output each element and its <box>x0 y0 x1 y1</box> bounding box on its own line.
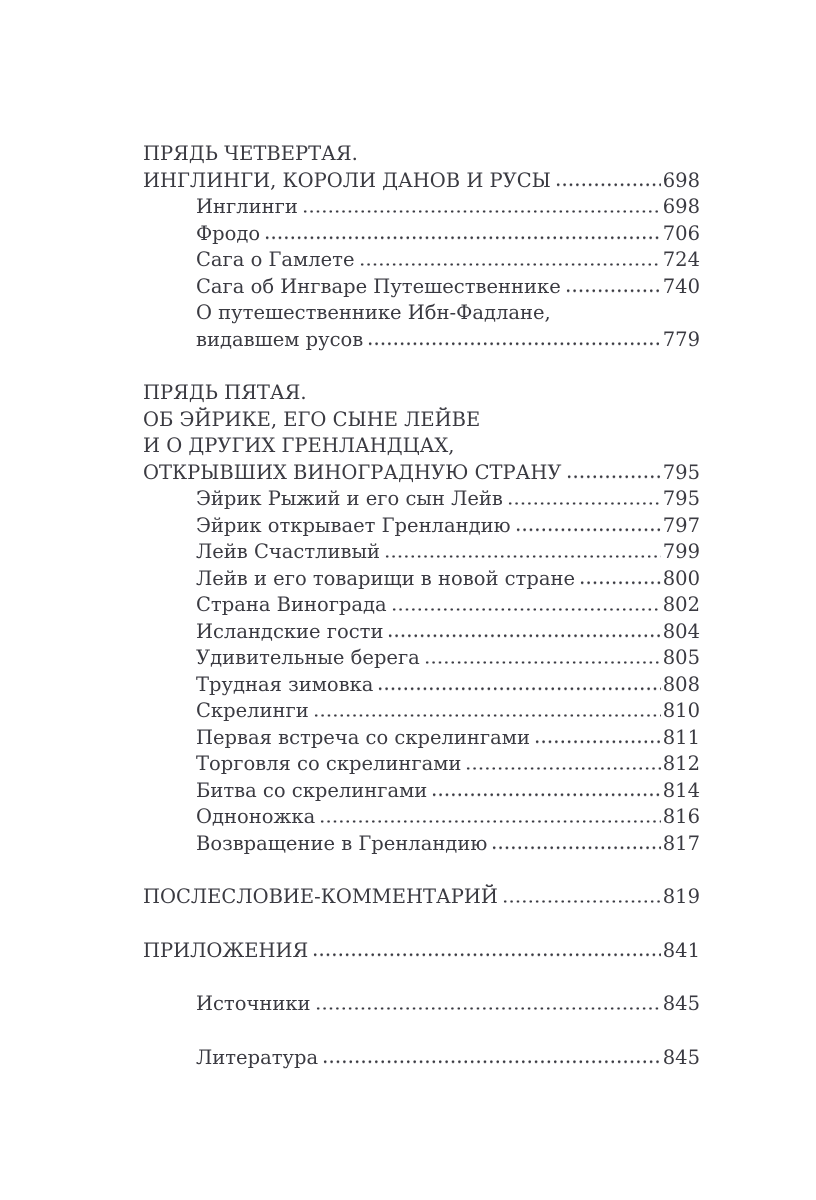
entry-title: ИНГЛИНГИ, КОРОЛИ ДАНОВ И РУСЫ <box>143 168 551 192</box>
entry-title: Эйрик Рыжий и его сын Лейв <box>196 487 503 510</box>
toc-leader-line <box>196 698 700 725</box>
dot-leader <box>391 608 661 611</box>
toc-leader-line <box>196 778 700 805</box>
toc-leader-line <box>196 991 700 1018</box>
entry-title: Инглинги <box>196 195 298 218</box>
toc-leader-line <box>196 566 700 593</box>
toc-entry <box>143 513 700 540</box>
toc-entry <box>143 884 700 911</box>
toc-leader-line <box>196 619 700 646</box>
dot-leader <box>302 210 661 213</box>
entry-page-number: 805 <box>662 646 700 669</box>
toc-leader-line <box>196 645 700 672</box>
entry-title: Битва со скрелингами <box>196 778 428 802</box>
entry-page-number: 812 <box>662 752 700 775</box>
entry-title: Литература <box>196 1045 319 1069</box>
toc-leader-line <box>196 1045 700 1072</box>
entry-page-number: 814 <box>662 778 700 802</box>
toc-entry <box>143 619 700 646</box>
entry-title: Одноножка <box>196 805 316 828</box>
entry-page-number: 724 <box>662 248 700 271</box>
entry-title: Возвращение в Гренландию <box>196 831 488 855</box>
toc-leader-line <box>196 751 700 778</box>
toc-entry <box>143 725 700 752</box>
toc-entry <box>143 592 700 619</box>
dot-leader <box>377 687 660 690</box>
dot-leader <box>566 475 661 478</box>
dot-leader <box>387 634 660 637</box>
entry-title: Трудная зимовка <box>196 672 374 696</box>
toc-leader-line <box>196 194 700 221</box>
dot-leader <box>384 555 661 558</box>
entry-page-number: 819 <box>662 885 700 908</box>
entry-page-number: 808 <box>662 672 700 696</box>
dot-leader <box>507 502 661 505</box>
entry-title: Лейв и его товарищи в новой стране <box>196 566 575 590</box>
entry-title: ПОСЛЕСЛОВИЕ-КОММЕНТАРИЙ <box>143 885 498 908</box>
entry-wrap-line: ОБ ЭЙРИКЕ, ЕГО СЫНЕ ЛЕЙВЕ <box>143 407 481 431</box>
entry-title: Лейв Счастливый <box>196 540 381 563</box>
entry-page-number: 802 <box>662 593 700 616</box>
entry-wrap-line: О путешественнике Ибн-Фадлане, <box>196 301 551 324</box>
entry-wrap-line: ПРЯДЬ ЧЕТВЕРТАЯ. <box>143 142 358 165</box>
dot-leader <box>264 236 661 239</box>
entry-page-number: 811 <box>662 725 700 749</box>
toc-leader-line <box>143 938 700 965</box>
entry-page-number: 740 <box>662 274 700 298</box>
entry-title: ОТКРЫВШИХ ВИНОГРАДНУЮ СТРАНУ <box>143 460 562 484</box>
entry-title: Первая встреча со скрелингами <box>196 725 530 749</box>
entry-page-number: 779 <box>662 327 700 351</box>
entry-page-number: 845 <box>662 992 700 1015</box>
toc-entry <box>143 486 700 513</box>
entry-title: видавшем русов <box>196 327 364 351</box>
entry-page-number: 804 <box>662 619 700 643</box>
toc-entry <box>143 804 700 831</box>
toc-entry <box>143 274 700 301</box>
dot-leader <box>465 767 660 770</box>
toc-leader-line <box>143 168 700 195</box>
table-of-contents <box>143 141 700 1071</box>
toc-leader-line <box>196 221 700 248</box>
toc-entry <box>143 194 700 221</box>
dot-leader <box>579 581 661 584</box>
entry-page-number: 816 <box>662 805 700 828</box>
entry-title: Скрелинги <box>196 699 309 722</box>
toc-entry <box>143 1045 700 1072</box>
toc-entry <box>143 539 700 566</box>
entry-title: Источники <box>196 992 311 1015</box>
toc-leader-line <box>143 884 700 911</box>
toc-leader-line <box>196 247 700 274</box>
toc-entry <box>143 380 700 486</box>
entry-title: Сага о Гамлете <box>196 248 355 271</box>
toc-leader-line <box>196 486 700 513</box>
toc-entry <box>143 672 700 699</box>
toc-leader-line <box>196 672 700 699</box>
entry-title: ПРИЛОЖЕНИЯ <box>143 938 309 962</box>
dot-leader <box>534 740 661 743</box>
toc-leader-line <box>196 327 700 354</box>
toc-leader-line <box>196 513 700 540</box>
toc-entry <box>143 751 700 778</box>
toc-leader-line <box>196 274 700 301</box>
toc-entry <box>143 566 700 593</box>
entry-title: Исландские гости <box>196 619 384 643</box>
entry-page-number: 817 <box>662 831 700 855</box>
toc-entry <box>143 141 700 194</box>
entry-title: Удивительные берега <box>196 646 420 669</box>
toc-leader-line <box>196 831 700 858</box>
dot-leader <box>313 714 661 717</box>
toc-entry <box>143 698 700 725</box>
entry-page-number: 841 <box>662 938 700 962</box>
entry-title: Сага об Ингваре Путешественнике <box>196 274 561 298</box>
toc-leader-line <box>196 592 700 619</box>
dot-leader <box>565 289 661 292</box>
entry-page-number: 795 <box>662 487 700 510</box>
toc-leader-line <box>196 804 700 831</box>
entry-page-number: 810 <box>662 699 700 722</box>
toc-leader-line <box>196 539 700 566</box>
entry-title: Страна Винограда <box>196 593 387 616</box>
dot-leader <box>315 1007 661 1010</box>
entry-page-number: 795 <box>662 460 700 484</box>
dot-leader <box>312 953 660 956</box>
dot-leader <box>367 342 661 345</box>
entry-page-number: 797 <box>662 513 700 537</box>
entry-page-number: 706 <box>662 221 700 245</box>
dot-leader <box>424 661 661 664</box>
dot-leader <box>359 263 661 266</box>
dot-leader <box>322 1060 661 1063</box>
toc-entry <box>143 645 700 672</box>
toc-entry <box>143 221 700 248</box>
entry-page-number: 800 <box>662 566 700 590</box>
dot-leader <box>491 846 660 849</box>
dot-leader <box>555 183 661 186</box>
toc-leader-line <box>143 460 700 487</box>
dot-leader <box>431 793 660 796</box>
entry-wrap-line: И О ДРУГИХ ГРЕНЛАНДЦАХ, <box>143 434 455 457</box>
dot-leader <box>515 528 661 531</box>
entry-page-number: 698 <box>662 168 700 192</box>
entry-title: Торговля со скрелингами <box>196 752 462 775</box>
toc-entry <box>143 778 700 805</box>
entry-title: Эйрик открывает Гренландию <box>196 513 511 537</box>
toc-entry <box>143 247 700 274</box>
toc-entry <box>143 991 700 1018</box>
toc-leader-line <box>196 725 700 752</box>
entry-page-number: 845 <box>662 1045 700 1069</box>
dot-leader <box>319 820 661 823</box>
toc-entry <box>143 300 700 353</box>
toc-entry <box>143 831 700 858</box>
entry-page-number: 799 <box>662 540 700 563</box>
entry-wrap-line: ПРЯДЬ ПЯТАЯ. <box>143 381 307 404</box>
entry-title: Фродо <box>196 221 261 245</box>
dot-leader <box>502 900 661 903</box>
toc-entry <box>143 938 700 965</box>
entry-page-number: 698 <box>662 195 700 218</box>
